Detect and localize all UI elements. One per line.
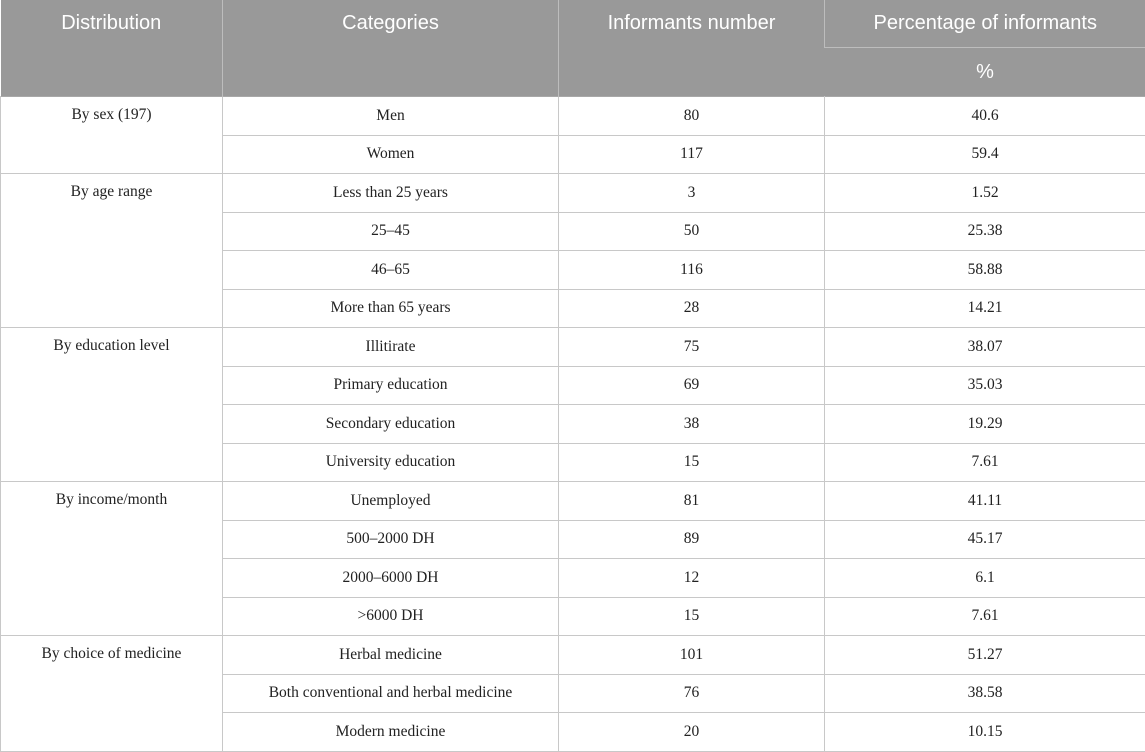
table-row: [1, 97, 1145, 136]
table-row: [1, 174, 1145, 213]
informants-number-cell: 38: [559, 405, 825, 444]
category-cell: 500–2000 DH: [223, 520, 559, 559]
table-row: [1, 636, 1145, 675]
percentage-cell: 19.29: [825, 405, 1145, 444]
category-cell: 25–45: [223, 212, 559, 251]
informants-number-cell: 76: [559, 674, 825, 713]
informants-number-cell: 116: [559, 251, 825, 290]
percentage-cell: 6.1: [825, 559, 1145, 598]
percentage-cell: 58.88: [825, 251, 1145, 290]
category-cell: Modern medicine: [223, 713, 559, 752]
category-cell: University education: [223, 443, 559, 482]
category-cell: >6000 DH: [223, 597, 559, 636]
table-row: [1, 482, 1145, 521]
informants-number-cell: 28: [559, 289, 825, 328]
percentage-cell: 35.03: [825, 366, 1145, 405]
informants-number-cell: 20: [559, 713, 825, 752]
category-cell: Primary education: [223, 366, 559, 405]
category-cell: Less than 25 years: [223, 174, 559, 213]
category-cell: Illitirate: [223, 328, 559, 367]
header-percentage-unit: %: [825, 48, 1145, 97]
category-cell: Herbal medicine: [223, 636, 559, 675]
distribution-group-label: By age range: [1, 174, 223, 328]
informants-number-cell: 15: [559, 443, 825, 482]
informants-number-cell: 15: [559, 597, 825, 636]
category-cell: Both conventional and herbal medicine: [223, 674, 559, 713]
category-cell: Unemployed: [223, 482, 559, 521]
informants-number-cell: 101: [559, 636, 825, 675]
percentage-cell: 41.11: [825, 482, 1145, 521]
percentage-cell: 1.52: [825, 174, 1145, 213]
percentage-cell: 25.38: [825, 212, 1145, 251]
category-cell: 2000–6000 DH: [223, 559, 559, 598]
percentage-cell: 10.15: [825, 713, 1145, 752]
informants-number-cell: 75: [559, 328, 825, 367]
percentage-cell: 38.58: [825, 674, 1145, 713]
category-cell: 46–65: [223, 251, 559, 290]
category-cell: Secondary education: [223, 405, 559, 444]
category-cell: Women: [223, 135, 559, 174]
informants-number-cell: 80: [559, 97, 825, 136]
percentage-cell: 38.07: [825, 328, 1145, 367]
table-body: [1, 97, 1145, 752]
percentage-cell: 40.6: [825, 97, 1145, 136]
informants-number-cell: 89: [559, 520, 825, 559]
percentage-cell: 59.4: [825, 135, 1145, 174]
header-distribution: Distribution: [1, 0, 223, 97]
informants-number-cell: 117: [559, 135, 825, 174]
header-informants-number: Informants number: [559, 0, 825, 97]
category-cell: More than 65 years: [223, 289, 559, 328]
percentage-cell: 45.17: [825, 520, 1145, 559]
percentage-cell: 51.27: [825, 636, 1145, 675]
percentage-cell: 14.21: [825, 289, 1145, 328]
informants-number-cell: 81: [559, 482, 825, 521]
category-cell: Men: [223, 97, 559, 136]
informants-number-cell: 3: [559, 174, 825, 213]
informants-number-cell: 50: [559, 212, 825, 251]
percentage-cell: 7.61: [825, 443, 1145, 482]
table-header: [1, 0, 1145, 97]
header-categories: Categories: [223, 0, 559, 97]
table-row: [1, 328, 1145, 367]
distribution-group-label: By income/month: [1, 482, 223, 636]
informants-number-cell: 69: [559, 366, 825, 405]
header-percentage: Percentage of informants: [825, 0, 1145, 48]
distribution-group-label: By choice of medicine: [1, 636, 223, 752]
informants-number-cell: 12: [559, 559, 825, 598]
distribution-group-label: By sex (197): [1, 97, 223, 174]
distribution-group-label: By education level: [1, 328, 223, 482]
percentage-cell: 7.61: [825, 597, 1145, 636]
